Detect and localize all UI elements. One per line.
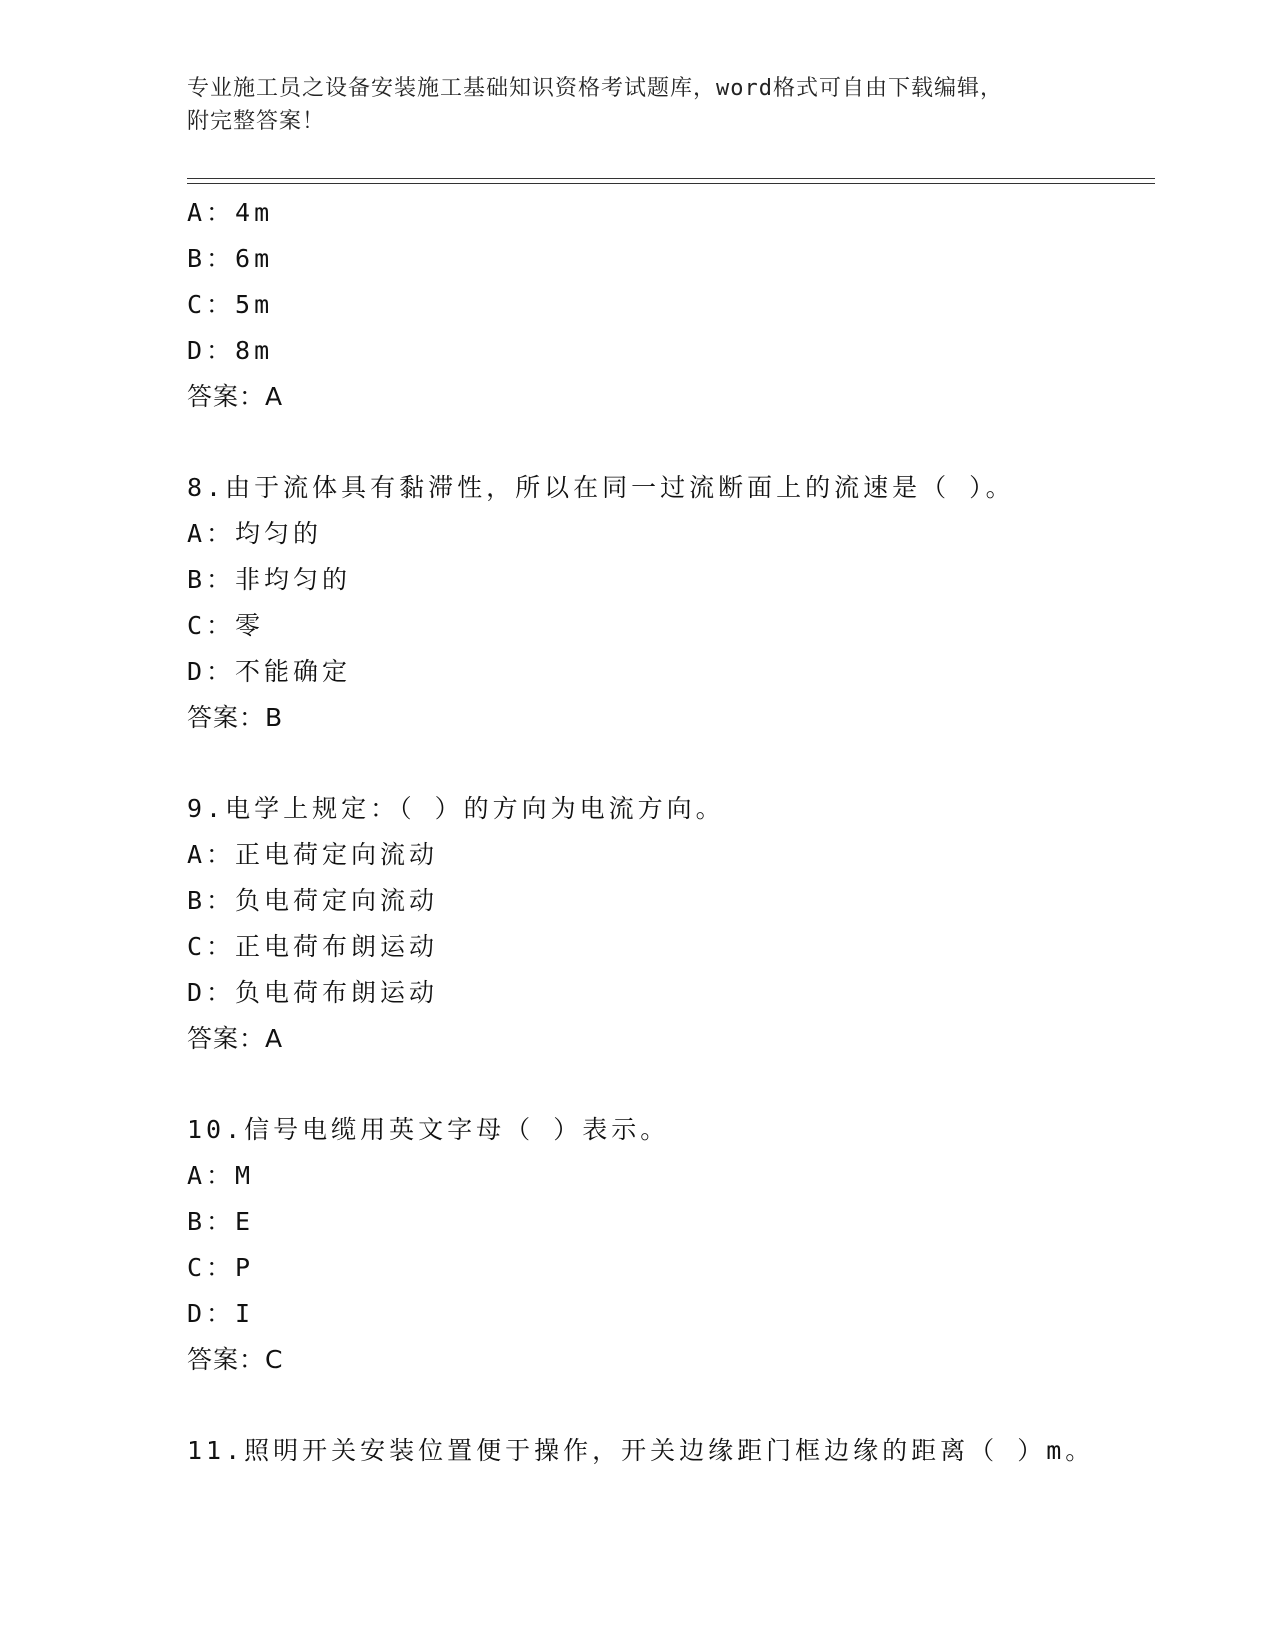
option-a: A：4m <box>187 198 274 227</box>
question-block <box>187 190 1155 420</box>
option-b: B：E <box>187 1207 255 1236</box>
header-line-1: 专业施工员之设备安装施工基础知识资格考试题库，word格式可自由下载编辑， <box>187 76 1003 101</box>
option-c: C：正电荷布朗运动 <box>187 932 439 961</box>
answer: 答案：A <box>187 1024 284 1053</box>
option-a: A：正电荷定向流动 <box>187 840 439 869</box>
answer: 答案：A <box>187 382 284 411</box>
option-a: A：均匀的 <box>187 519 323 548</box>
question-block <box>187 786 1155 1062</box>
question-text: 8.由于流体具有黏滞性，所以在同一过流断面上的流速是（ ）。 <box>187 473 1015 502</box>
option-c: C：5m <box>187 290 274 319</box>
option-d: D：负电荷布朗运动 <box>187 978 439 1007</box>
option-b: B：6m <box>187 244 274 273</box>
header-line-2: 附完整答案！ <box>187 109 326 134</box>
question-text: 11.照明开关安装位置便于操作，开关边缘距门框边缘的距离（ ）m。 <box>187 1436 1095 1465</box>
option-d: D：I <box>187 1299 255 1328</box>
question-text: 9.电学上规定：（ ）的方向为电流方向。 <box>187 794 725 823</box>
option-d: D：8m <box>187 336 274 365</box>
option-d: D：不能确定 <box>187 657 352 686</box>
question-block <box>187 465 1155 741</box>
question-text: 10.信号电缆用英文字母（ ）表示。 <box>187 1115 670 1144</box>
question-block <box>187 1428 1155 1474</box>
header-divider-top <box>187 178 1155 179</box>
option-a: A：M <box>187 1161 255 1190</box>
question-block <box>187 1107 1155 1383</box>
option-c: C：零 <box>187 611 265 640</box>
option-c: C：P <box>187 1253 255 1282</box>
option-b: B：非均匀的 <box>187 565 352 594</box>
document-header <box>187 72 1087 138</box>
question-list <box>187 190 1155 1474</box>
option-b: B：负电荷定向流动 <box>187 886 439 915</box>
answer: 答案：B <box>187 703 284 732</box>
header-divider-bottom <box>187 183 1155 184</box>
answer: 答案：C <box>187 1345 284 1374</box>
